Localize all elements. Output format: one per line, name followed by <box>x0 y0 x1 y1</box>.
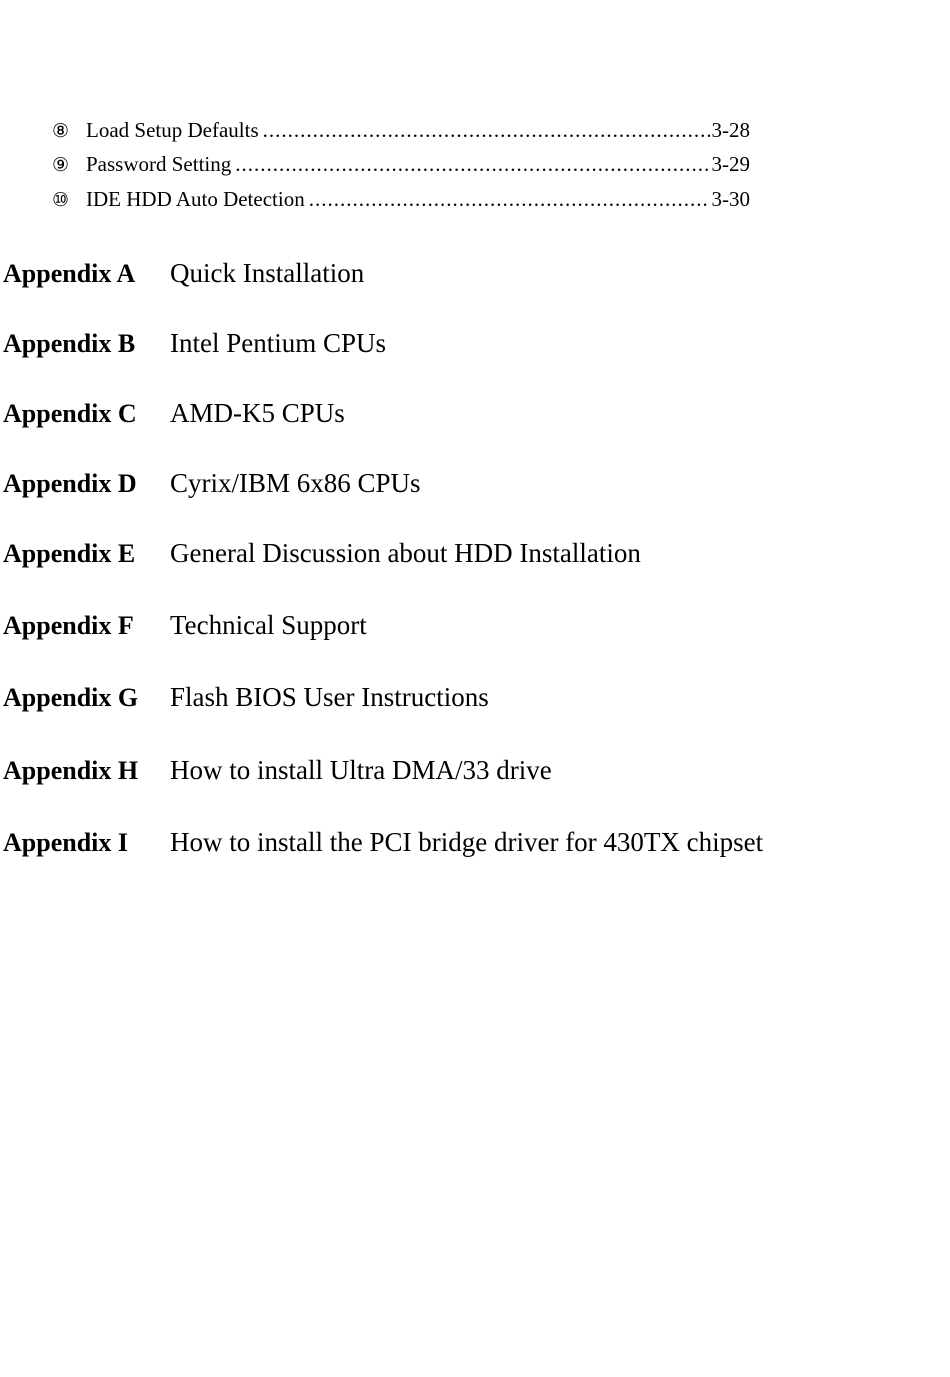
dot-leader <box>235 149 709 179</box>
entry-label: IDE HDD Auto Detection <box>86 187 305 211</box>
appendix-g <box>3 677 489 717</box>
appendix-a <box>3 253 364 293</box>
toc-entry-ide-hdd-auto-detection <box>52 184 750 214</box>
entry-label: Load Setup Defaults <box>86 118 259 142</box>
entry-number: ⑩ <box>52 189 70 211</box>
dot-leader <box>309 184 710 214</box>
appendix-title: Flash BIOS User Instructions <box>170 682 489 712</box>
appendix-b <box>3 323 386 363</box>
appendix-h <box>3 750 552 790</box>
appendix-title: General Discussion about HDD Installation <box>170 538 641 568</box>
appendix-label: Appendix A <box>3 259 136 288</box>
appendix-title: Technical Support <box>170 610 367 640</box>
toc-entry-load-setup-defaults <box>52 115 750 145</box>
appendix-label: Appendix G <box>3 683 139 712</box>
appendix-title: How to install the PCI bridge driver for 430TX chipset <box>170 827 764 857</box>
appendix-title: AMD-K5 CPUs <box>170 398 345 428</box>
entry-number: ⑨ <box>52 154 70 176</box>
appendix-title: Intel Pentium CPUs <box>170 328 387 358</box>
appendix-label: Appendix D <box>3 469 137 498</box>
appendix-label: Appendix C <box>3 399 137 428</box>
toc-entry-password-setting <box>52 149 750 179</box>
appendix-label: Appendix I <box>3 828 128 857</box>
appendix-f <box>3 605 367 645</box>
appendix-label: Appendix E <box>3 539 136 568</box>
dot-leader <box>263 115 710 145</box>
entry-label: Password Setting <box>86 152 232 176</box>
appendix-d <box>3 463 421 503</box>
appendix-label: Appendix B <box>3 329 136 358</box>
appendix-title: Cyrix/IBM 6x86 CPUs <box>170 468 421 498</box>
entry-page-number: 3-30 <box>711 187 750 211</box>
entry-number: ⑧ <box>52 120 70 142</box>
appendix-label: Appendix F <box>3 611 134 640</box>
appendix-c <box>3 393 345 433</box>
appendix-e <box>3 533 641 573</box>
entry-page-number: 3-28 <box>711 118 750 142</box>
appendix-i <box>3 822 763 862</box>
appendix-title: How to install Ultra DMA/33 drive <box>170 755 552 785</box>
appendix-label: Appendix H <box>3 756 139 785</box>
entry-page-number: 3-29 <box>711 152 750 176</box>
appendix-title: Quick Installation <box>170 258 365 288</box>
